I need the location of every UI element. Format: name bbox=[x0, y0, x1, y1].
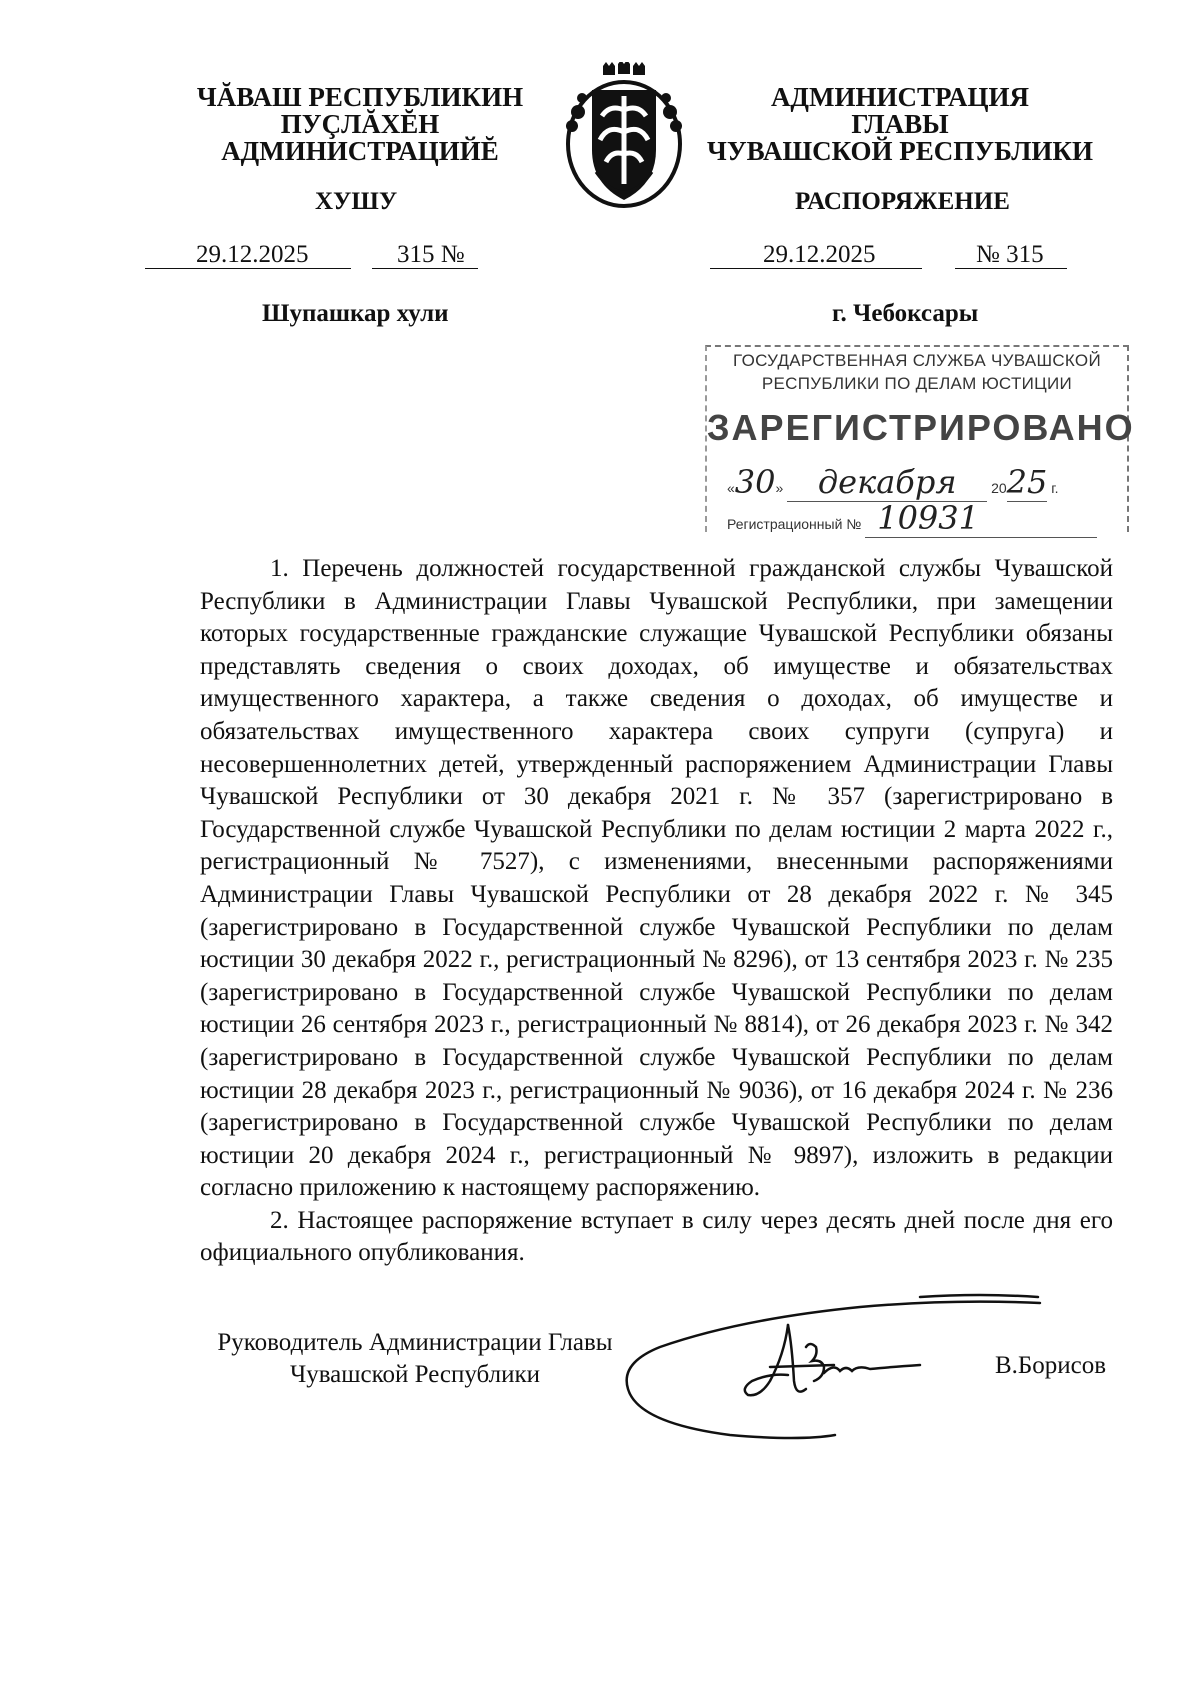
header-russian bbox=[690, 84, 1110, 165]
emblem-icon bbox=[558, 62, 690, 212]
header-chuvash bbox=[170, 84, 550, 165]
doc-kind-russian: РАСПОРЯЖЕНИЕ bbox=[795, 188, 1010, 215]
signatory-position-line1: Руководитель Администрации Главы bbox=[217, 1329, 613, 1356]
handwritten-signature bbox=[620, 1285, 1050, 1455]
date-chuvash: 29.12.2025 bbox=[196, 241, 309, 268]
header-russian-line1: АДМИНИСТРАЦИЯ bbox=[770, 82, 1030, 112]
header-chuvash-line2: ПУÇЛĂХĔН bbox=[280, 109, 440, 139]
signatory-name: В.Борисов bbox=[995, 1352, 1107, 1379]
city-chuvash: Шупашкар хули bbox=[262, 300, 449, 327]
stamp-year-unit: г. bbox=[1051, 480, 1059, 496]
stamp-reg-number: 10931 bbox=[865, 499, 1097, 538]
stamp-reg-label: Регистрационный № bbox=[727, 516, 862, 532]
date-russian-underline bbox=[710, 268, 922, 269]
header-russian-line2: ГЛАВЫ bbox=[851, 109, 949, 139]
stamp-month: декабря bbox=[787, 463, 987, 502]
header-russian-line3: ЧУВАШСКОЙ РЕСПУБЛИКИ bbox=[707, 136, 1093, 166]
registration-stamp bbox=[705, 345, 1135, 537]
signatory-position-line2: Чувашской Республики bbox=[289, 1361, 541, 1388]
stamp-year-suffix: 25 bbox=[1006, 463, 1048, 501]
signatory-position bbox=[200, 1327, 630, 1391]
stamp-org-line2: РЕСПУБЛИКИ ПО ДЕЛАМ ЮСТИЦИИ bbox=[761, 374, 1073, 393]
doc-kind-chuvash: ХУШУ bbox=[315, 188, 398, 215]
date-chuvash-underline bbox=[145, 268, 351, 269]
number-russian-underline bbox=[955, 268, 1067, 269]
signature-icon bbox=[620, 1285, 1050, 1455]
stamp-org-line1: ГОСУДАРСТВЕННАЯ СЛУЖБА ЧУВАШСКОЙ bbox=[733, 351, 1101, 370]
stamp-status: ЗАРЕГИСТРИРОВАНО bbox=[707, 407, 1135, 448]
stamp-year-prefix: 20 bbox=[991, 480, 1007, 496]
document-body bbox=[200, 553, 1113, 1270]
header-chuvash-line1: ЧĂВАШ РЕСПУБЛИКИН bbox=[196, 82, 524, 112]
number-russian: № 315 bbox=[976, 241, 1044, 268]
stamp-date-row: «30» декабря 2025 г. bbox=[727, 463, 1059, 501]
coat-of-arms-emblem bbox=[558, 62, 690, 212]
number-chuvash: 315 № bbox=[397, 241, 465, 268]
stamp-day: 30 bbox=[734, 463, 776, 501]
body-paragraph-1: 1. Перечень должностей государственной гражданской службы Чувашской Республики в Администрации Главы Чувашской Республики, при замещении которых государственные гражданские служащие Чувашской Республики обязаны представлять сведения о своих доходах, об имуществе и обязательствах имущественного характера, а также сведения о доходах, об имуществе и обязательствах имущественного характера своих супруги (супруга) и несовершеннолетних детей, утвержденный распоряжением Администрации Главы Чувашской Республики от 30 декабря 2021 г. № 357 (зарегистрировано в Государственной службе Чувашской Республики по делам юстиции 2 марта 2022 г., регистрационный № 7527), с изменениями, внесенными распоряжениями Администрации Главы Чувашской Республики от 28 декабря 2022 г. № 345 (зарегистрировано в Государственной службе Чувашской Республики по делам юстиции 30 декабря 2022 г., регистрационный № 8296), от 13 сентября 2023 г. № 235 (зарегистрировано в Государственной службе Чувашской Республики по делам юстиции 26 сентября 2023 г., регистрационный № 8814), от 26 декабря 2023 г. № 342 (зарегистрировано в Государственной службе Чувашской Республики по делам юстиции 28 декабря 2023 г., регистрационный № 9036), от 16 декабря 2024 г. № 236 (зарегистрировано в Государственной службе Чувашской Республики по делам юстиции 20 декабря 2024 г., регистрационный № 9897), изложить в редакции согласно приложению к настоящему распоряжению. bbox=[200, 555, 1113, 1202]
date-russian: 29.12.2025 bbox=[763, 241, 876, 268]
stamp-reg-row bbox=[727, 499, 1122, 538]
number-chuvash-underline bbox=[372, 268, 478, 269]
city-russian: г. Чебоксары bbox=[832, 300, 979, 327]
body-paragraph-2: 2. Настоящее распоряжение вступает в силу через десять дней после дня его официального опубликования. bbox=[200, 1206, 1113, 1267]
header-chuvash-line3: АДМИНИСТРАЦИЙĔ bbox=[221, 136, 499, 166]
